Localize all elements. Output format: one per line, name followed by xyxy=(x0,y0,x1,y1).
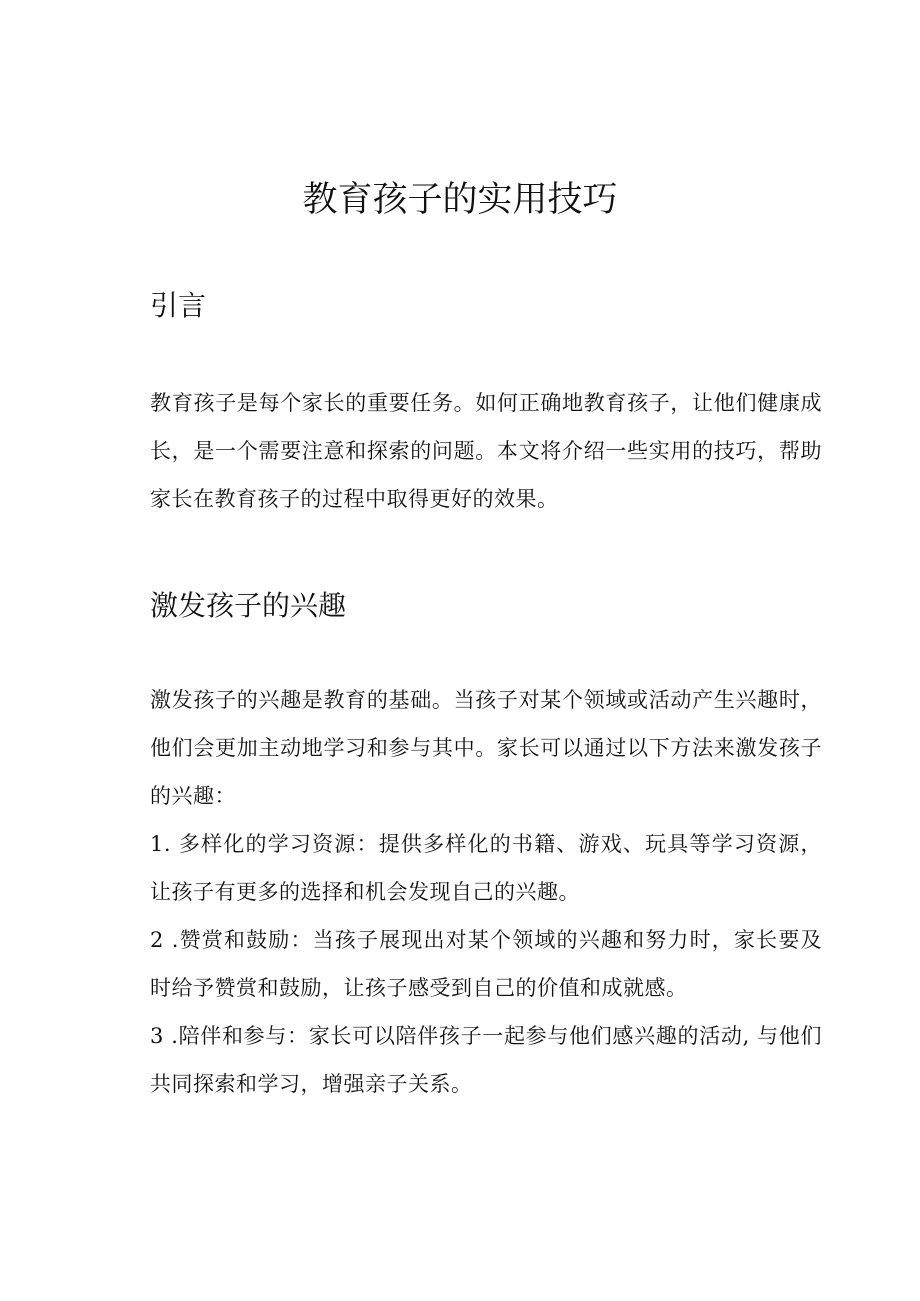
paragraph-interest-intro xyxy=(150,676,822,820)
paragraph-intro-text: 教育孩子是每个家长的重要任务。如何正确地教育孩子，让他们健康成长，是一个需要注意和探索的问题。本文将介绍一些实用的技巧，帮助家长在教育孩子的过程中取得更好的效果。 xyxy=(150,391,822,511)
section-heading-intro: 引言 xyxy=(150,289,207,322)
list-item-2-text: 2 .赞赏和鼓励：当孩子展现出对某个领域的兴趣和努力时，家长要及时给予赞赏和鼓励，让孩子感受到自己的价值和成就感。 xyxy=(150,928,822,1000)
list-item-1-text: 1. 多样化的学习资源：提供多样化的书籍、游戏、玩具等学习资源，让孩子有更多的选择和机会发现自己的兴趣。 xyxy=(150,832,822,904)
list-item-1 xyxy=(150,820,822,916)
document-title: 教育孩子的实用技巧 xyxy=(302,180,618,220)
section-heading-interest: 激发孩子的兴趣 xyxy=(150,589,347,622)
paragraph-interest-intro-text: 激发孩子的兴趣是教育的基础。当孩子对某个领域或活动产生兴趣时，他们会更加主动地学习和参与其中。家长可以通过以下方法来激发孩子的兴趣： xyxy=(150,688,822,808)
paragraph-intro xyxy=(150,379,822,523)
list-item-2 xyxy=(150,916,822,1012)
list-item-3-text: 3 .陪伴和参与：家长可以陪伴孩子一起参与他们感兴趣的活动, 与他们共同探索和学习，增强亲子关系。 xyxy=(150,1024,822,1096)
list-item-3 xyxy=(150,1012,822,1108)
